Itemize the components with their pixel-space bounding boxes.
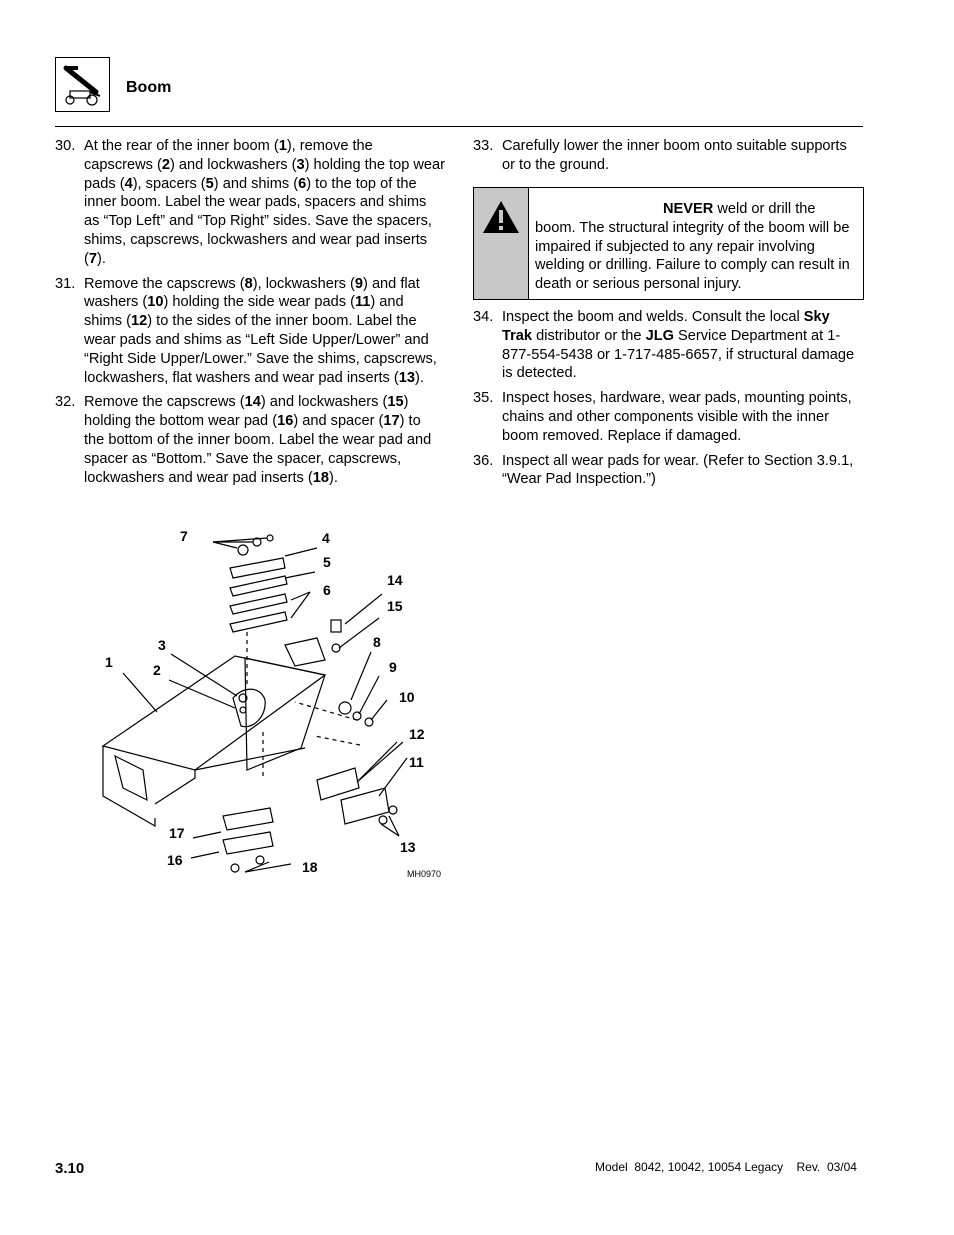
callout-11: 11 xyxy=(409,754,424,770)
page-header-title: Boom xyxy=(126,79,172,96)
bold-text: 15 xyxy=(387,394,404,411)
callout-8: 8 xyxy=(373,634,381,650)
bold-text: 6 xyxy=(298,175,307,192)
step-number: 36. xyxy=(473,452,494,469)
bold-text: 13 xyxy=(398,369,415,386)
step-text: Inspect hoses, hardware, wear pads, mounting points, chains and other components visible with the inner boom removed. Replace if damaged. xyxy=(502,390,852,444)
bold-text: Sky Trak xyxy=(502,309,830,344)
footer-model-revision: Model 8042, 10042, 10054 Legacy Rev. 03/04 xyxy=(595,1160,857,1174)
bold-text: 5 xyxy=(205,175,214,192)
callout-14: 14 xyxy=(387,572,403,588)
step-item xyxy=(55,137,445,269)
step-text: Remove the capscrews (8), lockwashers (9) and flat washers (10) holding the side wear pads (11) and shims (12) to the sides of the inner boom. Label the wear pads and shims as “Left Side Upper/Lower” and “Right Side Upper/Lower.” Save the shims, capscrews, lockwashers, flat washers and wear pad inserts (13). xyxy=(84,275,437,386)
callout-12: 12 xyxy=(409,726,425,742)
bold-text: 8 xyxy=(244,275,253,292)
step-text: Inspect all wear pads for wear. (Refer to Section 3.9.1, “Wear Pad Inspection.”) xyxy=(502,452,854,488)
bold-text: 18 xyxy=(312,469,329,486)
step-text: Remove the capscrews (14) and lockwashers (15) holding the bottom wear pad (16) and spacer (17) to the bottom of the inner boom. Label the wear pad and spacer as “Bottom.” Save the spacer, capscrews, lockwashers and wear pad inserts (18). xyxy=(84,394,432,486)
bold-text: 4 xyxy=(124,175,133,192)
callout-9: 9 xyxy=(389,659,397,675)
step-item xyxy=(473,137,863,175)
exploded-view-figure xyxy=(95,520,455,890)
callout-7: 7 xyxy=(180,528,188,544)
callout-5: 5 xyxy=(323,554,331,570)
right-column-top xyxy=(473,137,863,181)
warning-triangle-icon xyxy=(481,199,521,235)
bold-text: JLG xyxy=(645,327,674,344)
boom-loader-icon xyxy=(56,58,109,111)
step-item xyxy=(55,275,445,388)
callout-4: 4 xyxy=(322,530,330,546)
step-number: 30. xyxy=(55,138,76,154)
callout-2: 2 xyxy=(153,662,161,678)
callout-13: 13 xyxy=(400,839,416,855)
step-item xyxy=(473,452,863,490)
step-number: 34. xyxy=(473,309,494,325)
bold-text: 12 xyxy=(131,313,148,330)
bold-text: NEVER xyxy=(663,201,714,217)
left-column xyxy=(55,137,445,493)
logo-box xyxy=(55,57,110,112)
callout-1: 1 xyxy=(105,654,113,670)
bold-text: 7 xyxy=(88,250,97,267)
bold-text: 9 xyxy=(354,275,364,292)
step-item xyxy=(473,389,863,445)
step-item xyxy=(473,308,863,383)
callout-3: 3 xyxy=(158,637,166,653)
bold-text: 2 xyxy=(161,156,170,173)
bold-text: 14 xyxy=(244,394,261,411)
callout-18: 18 xyxy=(302,859,318,875)
page-number: 3.10 xyxy=(55,1160,85,1177)
step-number: 32. xyxy=(55,394,76,411)
bold-text: 10 xyxy=(147,294,164,311)
figure-code: MH0970 xyxy=(407,869,442,879)
step-number: 31. xyxy=(55,275,76,292)
warning-sidebar xyxy=(474,188,529,299)
warning-text: NEVER weld or drill the boom. The structural integrity of the boom will be impaired if subjected to any repair involving welding or drilling. Failure to comply can result in death or serious personal injury. xyxy=(535,201,850,293)
step-text: At the rear of the inner boom (1), remove the capscrews (2) and lockwashers (3) holding the top wear pads (4), spacers (5) and shims (6) to the top of the inner boom. Label the wear pads, spacers and shims as “Top Left” and “Top Right” sides. Save the spacers, shims, capscrews, lockwashers and wear pad inserts (7). xyxy=(84,138,445,267)
header-rule xyxy=(55,126,863,127)
step-number: 35. xyxy=(473,390,494,407)
callout-15: 15 xyxy=(387,598,403,614)
callout-17: 17 xyxy=(169,825,185,841)
right-column-bottom xyxy=(473,308,863,495)
step-text: Carefully lower the inner boom onto suitable supports or to the ground. xyxy=(502,138,847,173)
bold-text: 11 xyxy=(354,294,371,311)
bold-text: 1 xyxy=(278,138,287,154)
bold-text: 17 xyxy=(383,413,400,430)
bold-text: 3 xyxy=(296,156,305,173)
bold-text: 16 xyxy=(277,413,294,430)
callout-6: 6 xyxy=(323,582,331,598)
callout-10: 10 xyxy=(399,689,415,705)
warning-box xyxy=(473,187,864,300)
callout-16: 16 xyxy=(167,852,183,868)
step-text: Inspect the boom and welds. Consult the local Sky Trak distributor or the JLG Service Department at 1-877-554-5438 or 1-717-485-6657, if structural damage is detected. xyxy=(502,309,855,382)
step-item xyxy=(55,393,445,487)
step-number: 33. xyxy=(473,138,494,154)
